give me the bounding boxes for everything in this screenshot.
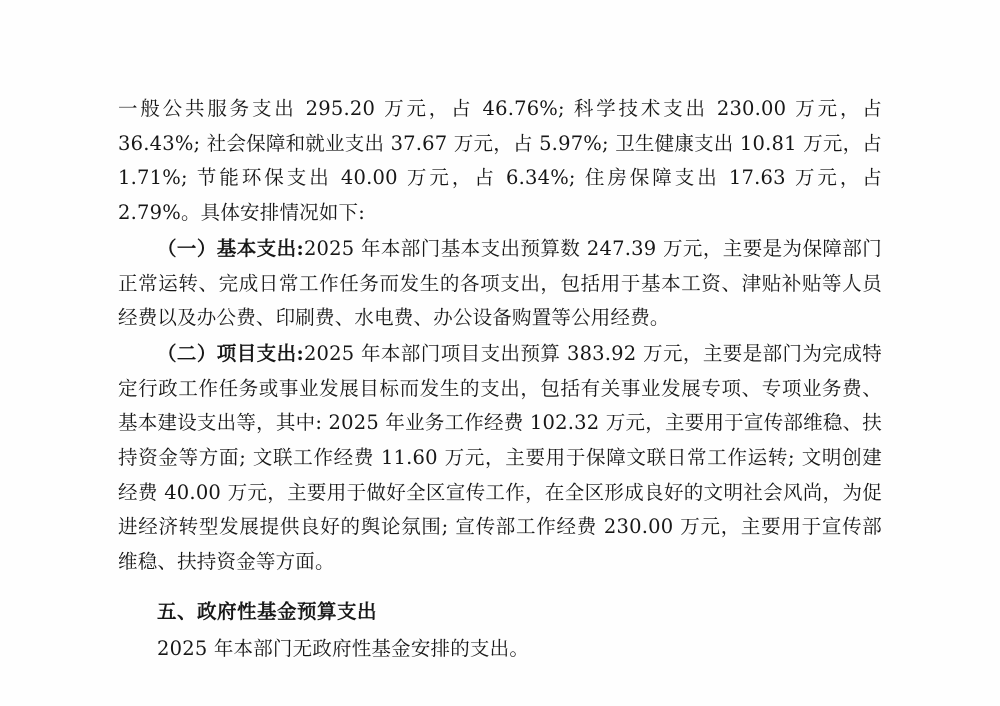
- section-spacer: [118, 581, 882, 585]
- paragraph-project-expenditure-lead: （二）项目支出:: [157, 341, 304, 365]
- paragraph-government-fund-budget: 2025 年本部门无政府性基金安排的支出。: [157, 636, 530, 660]
- paragraph-basic-expenditure-text: 2025 年本部门基本支出预算数 247.39 万元，主要是为保障部门正常运转、完成日常工作任务而发生的各项支出，包括用于基本工资、津贴补贴等人员经费以及办公费、印刷费、水电费、办公设备购置等公用经费。: [118, 236, 882, 330]
- paragraph-expenditure-breakdown: 一般公共服务支出 295.20 万元，占 46.76%; 科学技术支出 230.00 万元，占 36.43%; 社会保障和就业支出 37.67 万元，占 5.97%; 卫生健康支出 10.81 万元，占 1.71%; 节能环保支出 40.00 万元，占 6.34%; 住房保障支出 17.63 万元，占 2.79%。具体安排情况如下:: [118, 97, 882, 225]
- document-body: [118, 92, 882, 666]
- paragraph-project-expenditure: [118, 337, 882, 580]
- paragraph-basic-expenditure-lead: （一）基本支出:: [157, 236, 304, 260]
- paragraph-project-expenditure-text: 2025 年本部门项目支出预算 383.92 万元，主要是部门为完成特定行政工作任务或事业发展目标而发生的支出，包括有关事业发展专项、专项业务费、基本建设支出等，其中: 2025 年业务工作经费 102.32 万元，主要用于宣传部维稳、扶持资金等方面; 文联工作经费 11.60 万元，主要用于保障文联日常工作运转; 文明创建经费 40.00 万元，主要用于做好全区宣传工作，在全区形成良好的文明社会风尚，为促进经济转型发展提供良好的舆论氛围; 宣传部工作经费 230.00 万元，主要用于宣传部维稳、扶持资金等方面。: [118, 341, 882, 574]
- paragraph-basic-expenditure: [118, 232, 882, 336]
- section-heading-government-fund-budget: 五、政府性基金预算支出: [157, 599, 378, 623]
